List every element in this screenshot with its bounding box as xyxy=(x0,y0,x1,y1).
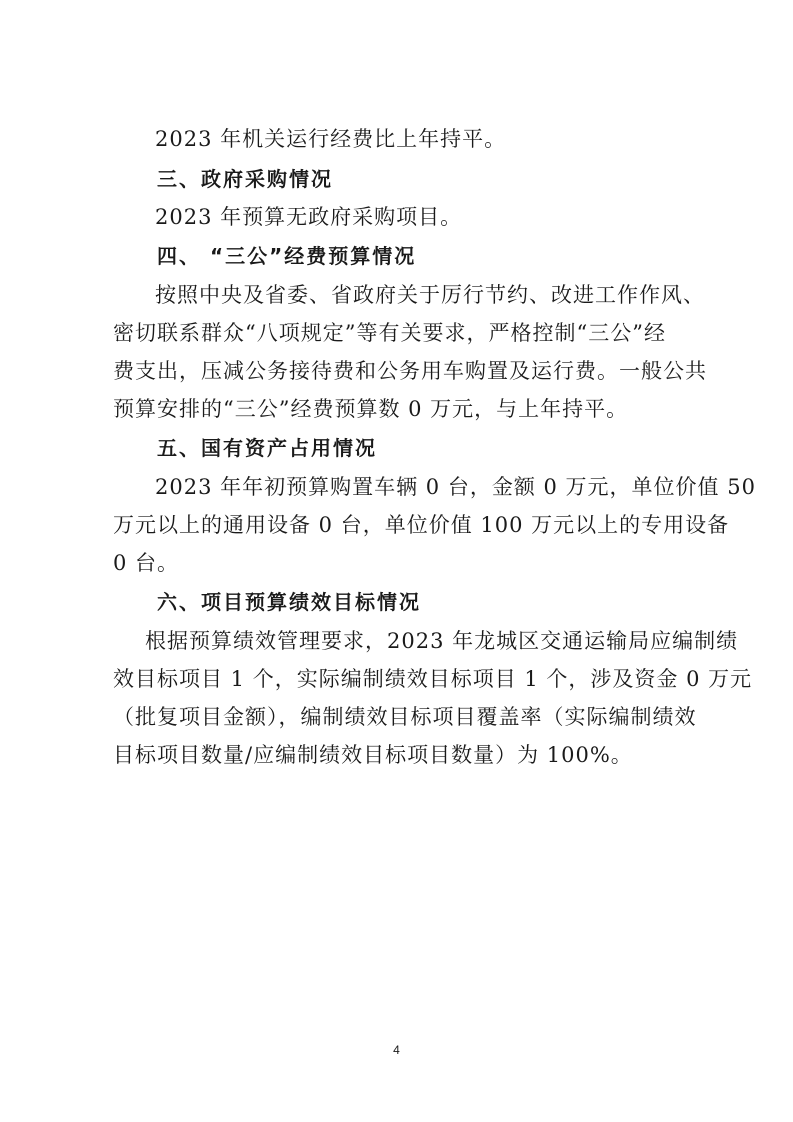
paragraph-three-public-line-3: 费支出，压减公务接待费和公务用车购置及运行费。一般公共 xyxy=(113,359,707,383)
paragraph-three-public-line-1: 按照中央及省委、省政府关于厉行节约、改进工作作风、 xyxy=(155,283,705,307)
section-heading-procurement: 三、政府采购情况 xyxy=(157,167,333,191)
paragraph-assets-line-2: 万元以上的通用设备 0 台，单位价值 100 万元以上的专用设备 xyxy=(113,513,730,537)
paragraph-three-public-line-2: 密切联系群众“八项规定”等有关要求，严格控制“三公”经 xyxy=(113,321,666,345)
paragraph-performance-line-1: 根据预算绩效管理要求，2023 年龙城区交通运输局应编制绩 xyxy=(145,629,739,653)
paragraph-operating-expenses: 2023 年机关运行经费比上年持平。 xyxy=(155,127,507,151)
page-number: 4 xyxy=(393,1043,400,1057)
paragraph-performance-line-4: 目标项目数量/应编制绩效目标项目数量）为 100%。 xyxy=(113,743,633,767)
paragraph-performance-line-2: 效目标项目 1 个，实际编制绩效目标项目 1 个，涉及资金 0 万元 xyxy=(113,667,753,691)
paragraph-performance-line-3: （批复项目金额），编制绩效目标项目覆盖率（实际编制绩效 xyxy=(113,705,697,729)
section-heading-three-public-expenses: 四、 “三公”经费预算情况 xyxy=(157,244,417,268)
paragraph-assets-line-1: 2023 年年初预算购置车辆 0 台，金额 0 万元，单位价值 50 xyxy=(155,475,756,499)
paragraph-three-public-line-4: 预算安排的“三公”经费预算数 0 万元，与上年持平。 xyxy=(113,397,629,421)
paragraph-assets-line-3: 0 台。 xyxy=(113,551,180,575)
section-heading-state-assets: 五、国有资产占用情况 xyxy=(157,436,377,460)
section-heading-performance-targets: 六、项目预算绩效目标情况 xyxy=(157,590,421,614)
paragraph-procurement: 2023 年预算无政府采购项目。 xyxy=(155,205,463,229)
